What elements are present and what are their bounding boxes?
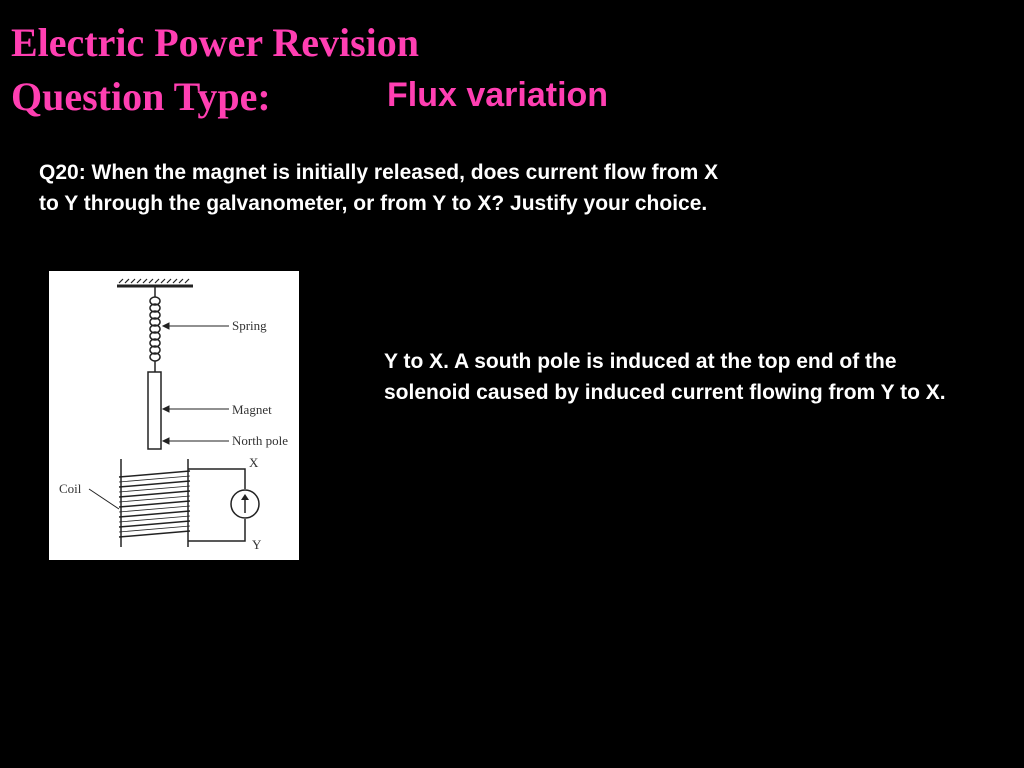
- diagram-svg: [49, 271, 299, 560]
- label-coil: Coil: [59, 481, 82, 496]
- label-north-pole: North pole: [232, 433, 288, 448]
- question-type: Flux variation: [387, 76, 609, 114]
- magnet-coil-diagram: [49, 271, 299, 560]
- magnet: [148, 372, 161, 449]
- slide-title: [11, 16, 419, 124]
- question-text: Q20: When the magnet is initially released, does current flow from X to Y through the galvanometer, or from Y to X? Justify your choice.: [39, 161, 719, 215]
- label-x: X: [249, 455, 259, 470]
- label-y: Y: [252, 537, 262, 552]
- spring: [150, 287, 160, 372]
- label-spring: Spring: [232, 318, 267, 333]
- title-line-2: Question Type:: [11, 74, 271, 119]
- answer-text: Y to X. A south pole is induced at the top end of the solenoid caused by induced current flowing from Y to X.: [384, 350, 946, 404]
- title-line-1: Electric Power Revision: [11, 20, 420, 65]
- coil: [119, 459, 190, 547]
- ceiling-support: [117, 279, 193, 286]
- label-magnet: Magnet: [232, 402, 272, 417]
- galvanometer: [231, 490, 259, 518]
